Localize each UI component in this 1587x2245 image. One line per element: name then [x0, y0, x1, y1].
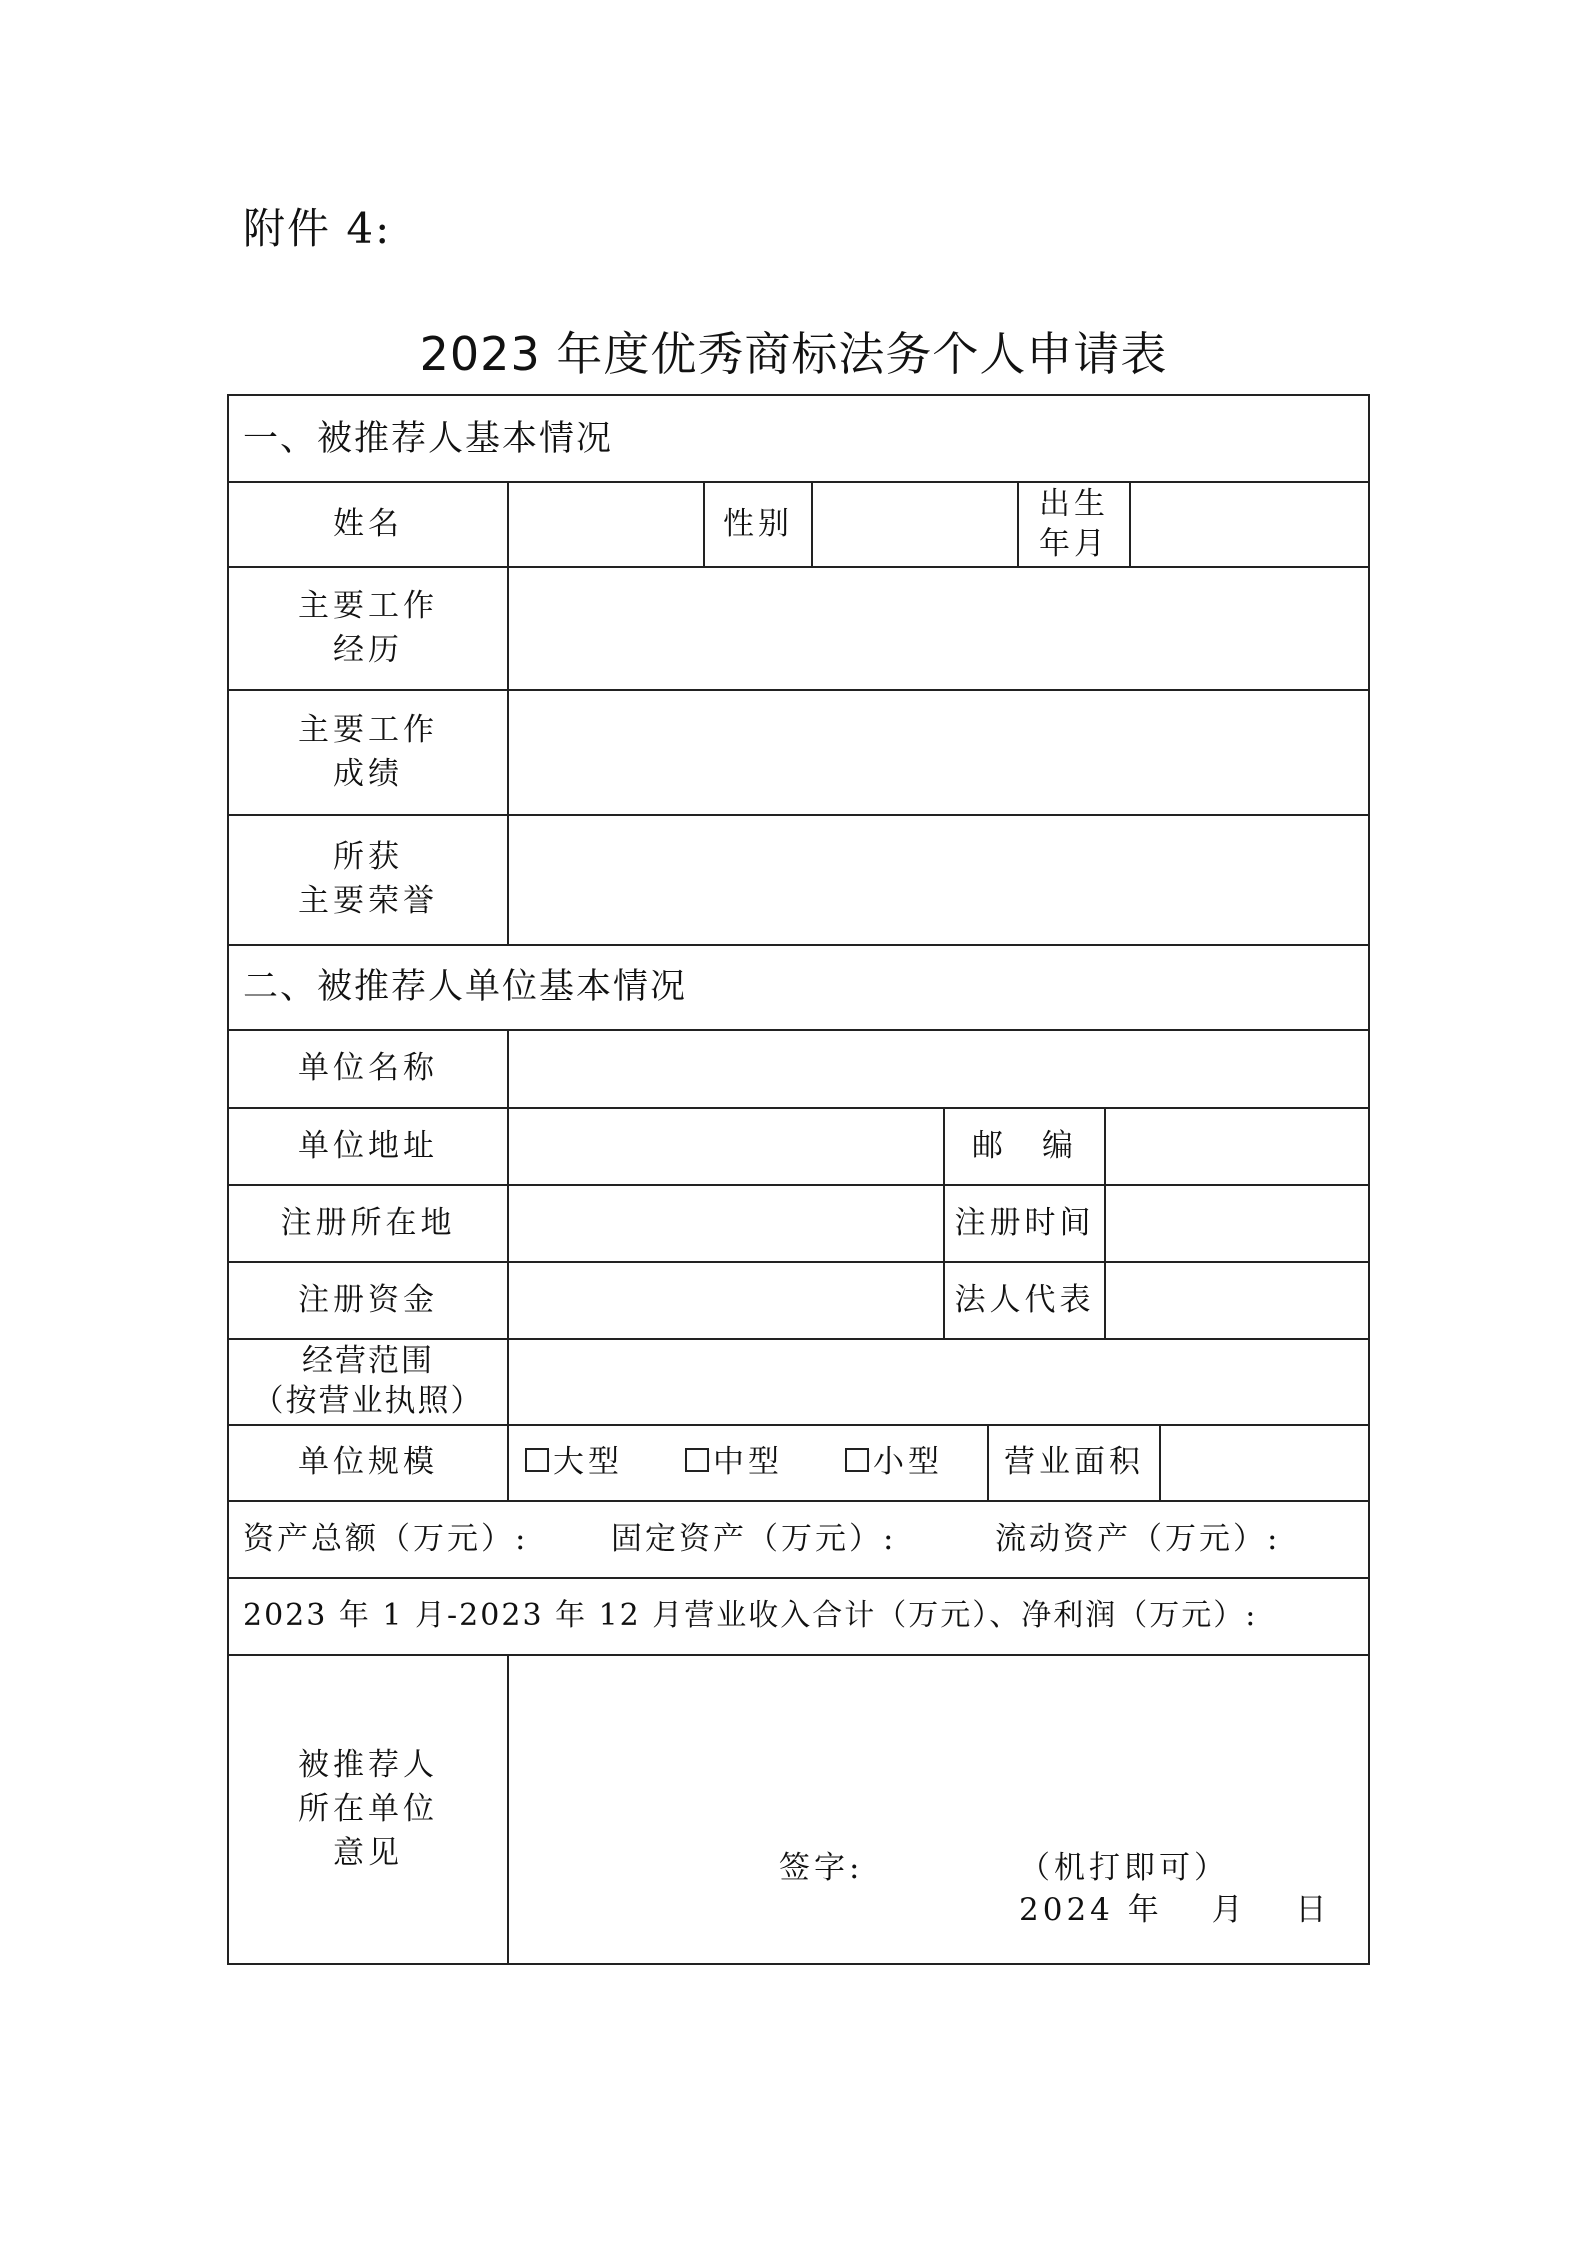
postcode-label: 邮 编: [972, 1127, 1077, 1164]
date-line: 2024 年 月 日: [1019, 1892, 1331, 1928]
reg-capital-label: 注册资金: [298, 1281, 438, 1318]
fixed-assets-label: 固定资产（万元）:: [611, 1520, 897, 1557]
page-title: 2023 年度优秀商标法务个人申请表: [419, 327, 1168, 381]
gender-field[interactable]: [813, 481, 1017, 566]
work-history-field[interactable]: [509, 566, 1368, 689]
legal-rep-field[interactable]: [1106, 1261, 1368, 1338]
scale-option-medium[interactable]: 中型: [685, 1440, 845, 1484]
name-label: 姓名: [333, 505, 403, 542]
honors-label: 所获 主要荣誉: [298, 839, 438, 919]
birth-field[interactable]: [1131, 481, 1368, 566]
signature-label: 签字:: [779, 1850, 864, 1886]
current-assets-label: 流动资产（万元）:: [995, 1520, 1281, 1557]
honors-field[interactable]: [509, 814, 1368, 944]
work-results-label: 主要工作 成绩: [298, 711, 438, 792]
checkbox-icon[interactable]: [525, 1448, 549, 1472]
postcode-field[interactable]: [1106, 1107, 1368, 1184]
total-assets-label: 资产总额（万元）:: [243, 1520, 529, 1557]
attachment-label: 附件 4:: [243, 204, 392, 253]
reg-time-field[interactable]: [1106, 1184, 1368, 1261]
business-area-field[interactable]: [1161, 1424, 1368, 1500]
scale-options: [509, 1424, 987, 1500]
unit-name-field[interactable]: [509, 1029, 1368, 1107]
gender-label: 性别: [723, 505, 793, 542]
checkbox-icon[interactable]: [845, 1448, 869, 1472]
unit-name-label: 单位名称: [298, 1050, 438, 1086]
name-field[interactable]: [509, 481, 703, 566]
revenue-label: 2023 年 1 月-2023 年 12 月营业收入合计（万元）、净利润（万元）:: [243, 1597, 1258, 1633]
business-scope-label: 经营范围 （按营业执照）: [252, 1343, 484, 1419]
legal-rep-label: 法人代表: [954, 1281, 1095, 1318]
work-history-label: 主要工作 经历: [298, 587, 438, 668]
section1-heading: 一、被推荐人基本情况: [243, 418, 614, 459]
birth-label: 出生 年月: [1039, 485, 1109, 562]
opinion-label: 被推荐人 所在单位 意见: [298, 1746, 438, 1871]
application-form-table: [227, 394, 1370, 1965]
business-scope-field[interactable]: [509, 1338, 1368, 1424]
work-results-field[interactable]: [509, 689, 1368, 814]
scale-option-large[interactable]: 大型: [525, 1440, 685, 1484]
assets-row: [229, 1500, 1368, 1577]
reg-place-label: 注册所在地: [280, 1204, 456, 1241]
reg-capital-field[interactable]: [509, 1261, 943, 1338]
scale-label: 单位规模: [298, 1444, 438, 1480]
scale-option-small[interactable]: 小型: [845, 1440, 975, 1484]
business-area-label: 营业面积: [1004, 1444, 1144, 1480]
section2-heading: 二、被推荐人单位基本情况: [243, 966, 688, 1007]
signature-note: （机打即可）: [1019, 1850, 1229, 1886]
reg-place-field[interactable]: [509, 1184, 943, 1261]
unit-address-field[interactable]: [509, 1107, 943, 1184]
checkbox-icon[interactable]: [685, 1448, 709, 1472]
unit-address-label: 单位地址: [298, 1127, 438, 1164]
reg-time-label: 注册时间: [954, 1204, 1095, 1241]
